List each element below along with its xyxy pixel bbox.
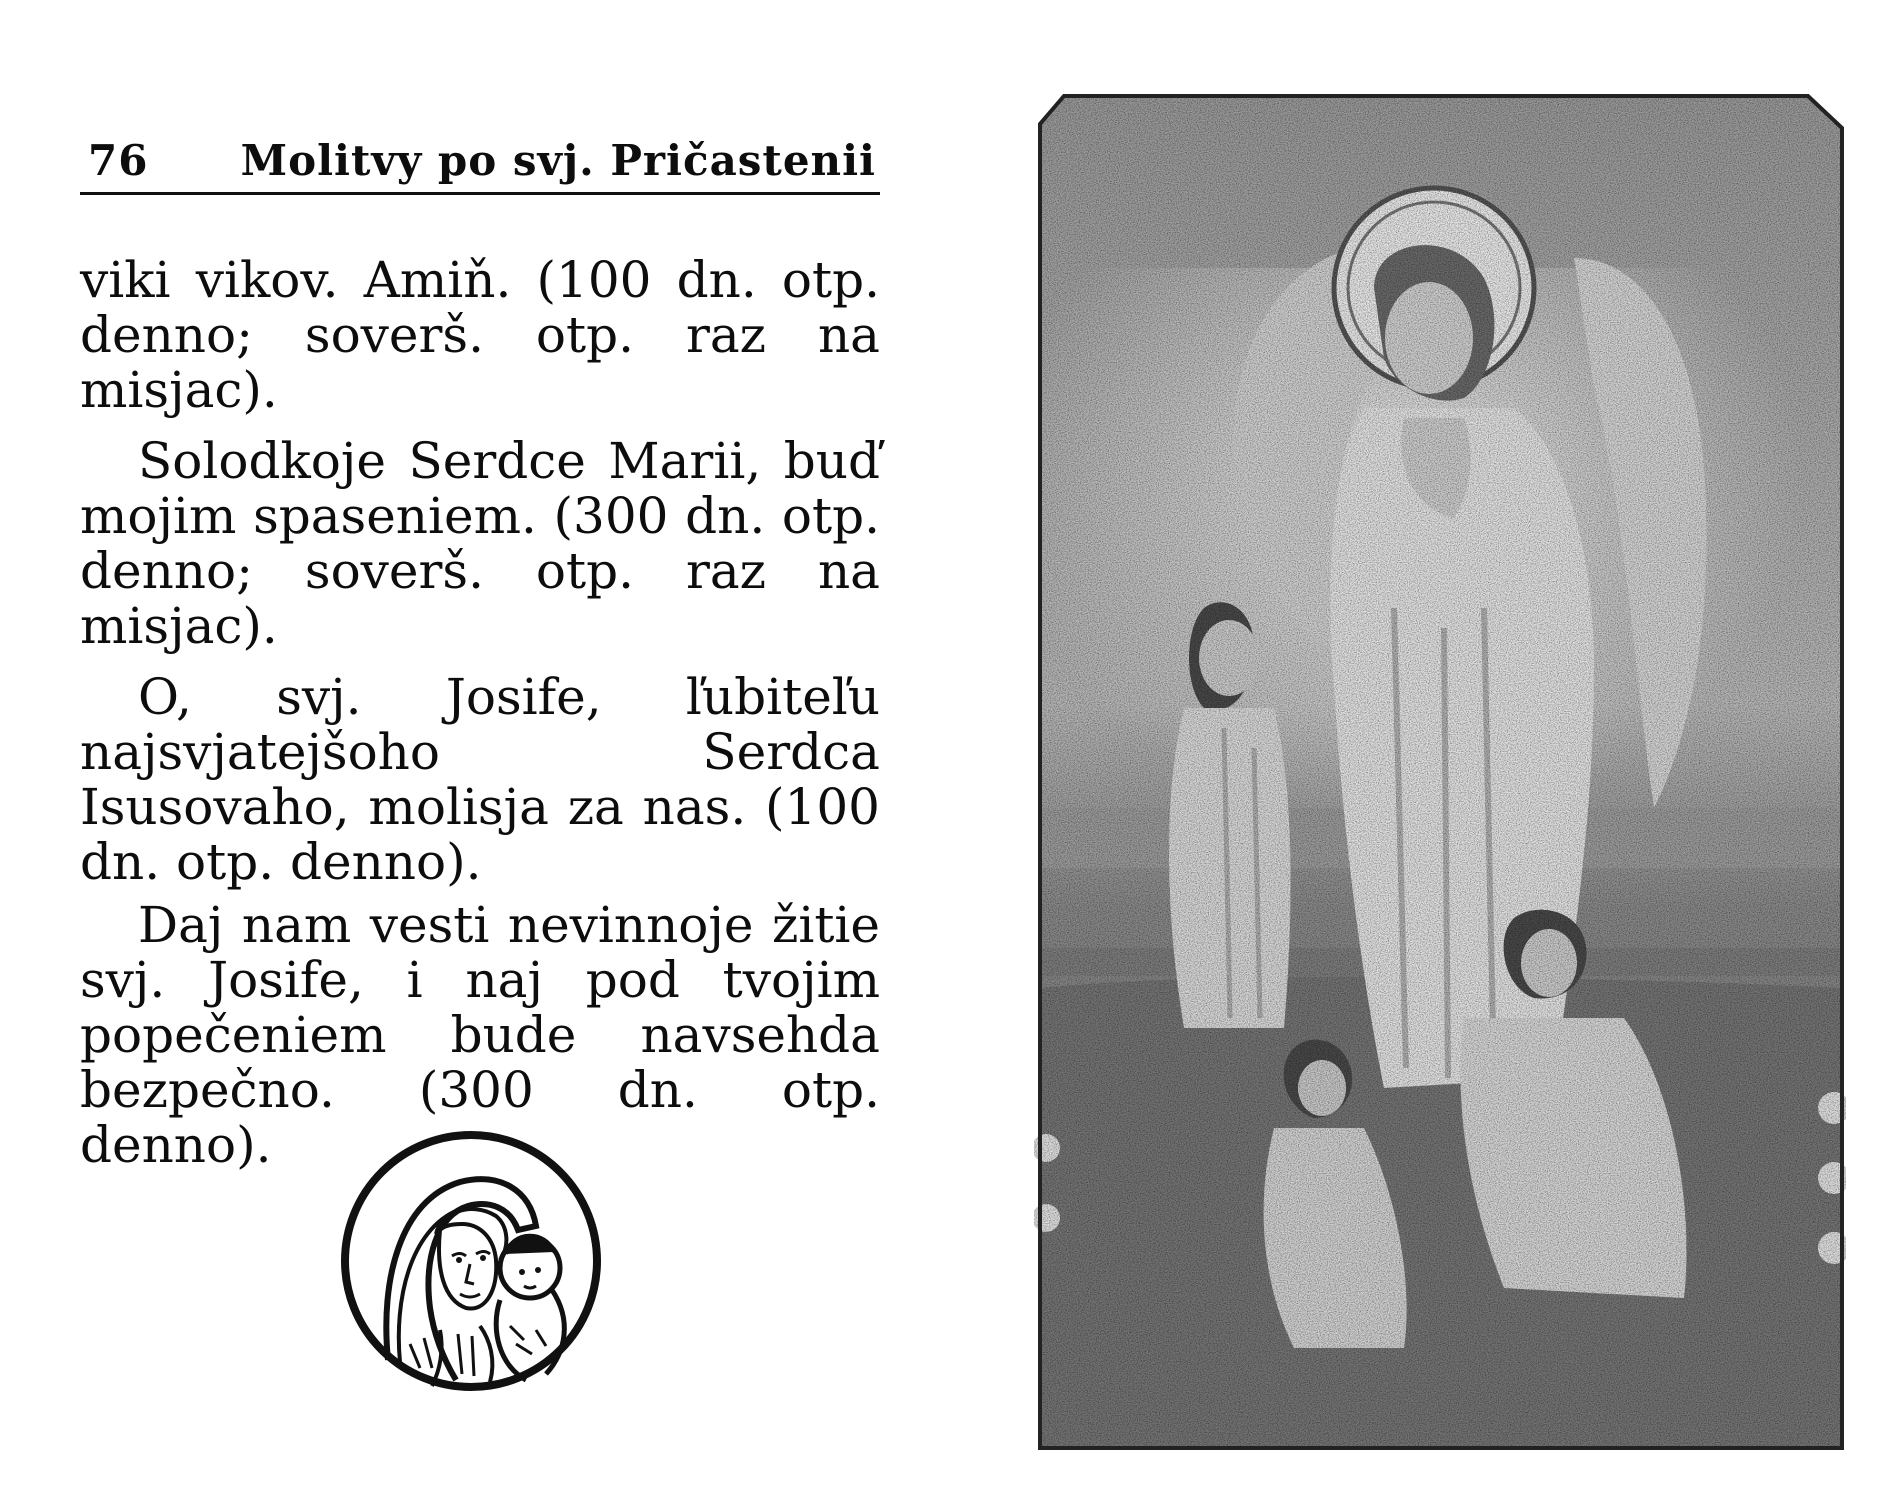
- guardian-angel-illustration: [1034, 88, 1846, 1456]
- running-header: [80, 130, 880, 195]
- madonna-medallion-icon: [340, 1130, 602, 1392]
- page-number: 76: [88, 136, 149, 185]
- paragraph: Daj nam vesti nevinnoje žitie svj. Josife, i naj pod tvojim popečeniem bude navsehda bezpečno. (300 dn. otp. denno).: [80, 896, 880, 1174]
- paragraph: Solodkoje Serdce Marii, buď mojim spaseniem. (300 dn. otp. denno; soverš. otp. raz na misjac).: [80, 432, 880, 655]
- paragraph: viki vikov. Amiň. (100 dn. otp. denno; soverš. otp. raz na misjac).: [80, 251, 880, 419]
- running-title: Molitvy po svj. Pričastenii: [240, 136, 876, 185]
- paragraph: O, svj. Josife, ľubiteľu najsvjatejšoho Serdca Isusovaho, molisja za nas. (100 dn. otp. denno).: [80, 668, 880, 891]
- text-page: [80, 130, 880, 1189]
- prayer-text: [80, 253, 880, 1173]
